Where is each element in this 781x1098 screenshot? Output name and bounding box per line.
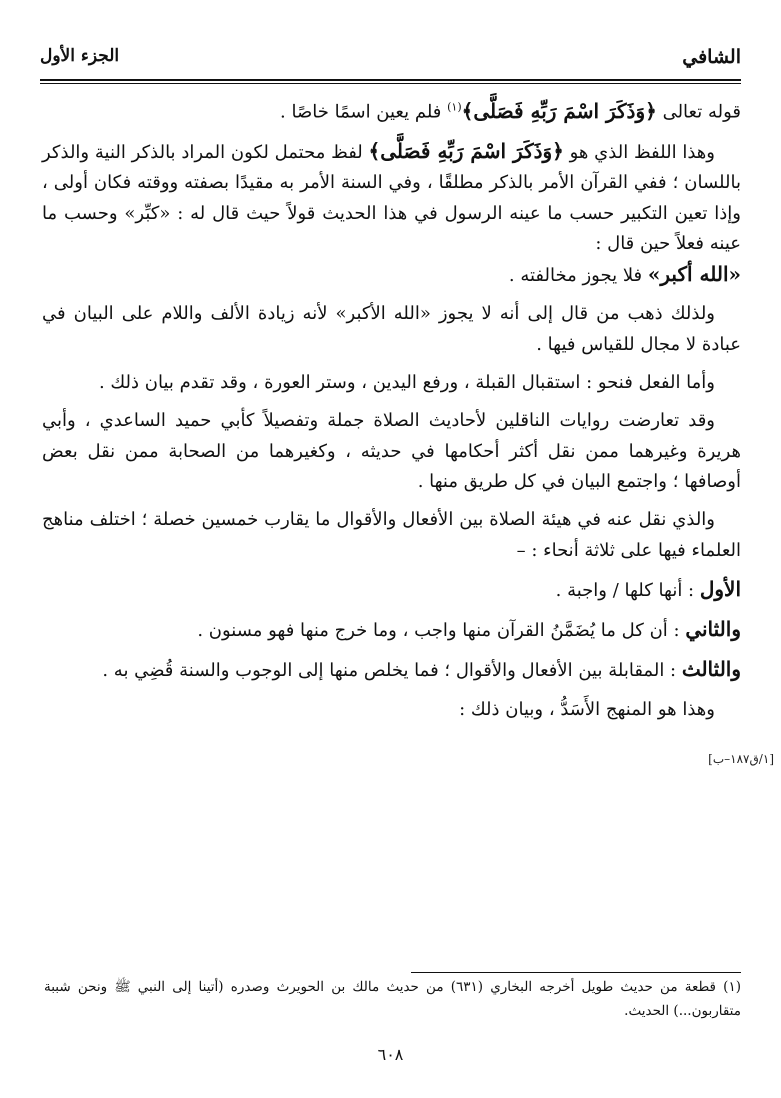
paragraph-8: وهذا هو المنهج الأَسَدُّ ، وبيان ذلك :: [459, 698, 715, 720]
quran-verse: [447, 99, 657, 123]
part-label: الجزء الأول: [40, 46, 120, 66]
book-title: الشافي: [682, 46, 741, 68]
quran-verse-2: ﴿وَذَكَرَ اسْمَ رَبِّهِ فَصَلَّى﴾: [368, 138, 564, 163]
list-item-2-text: : أن كل ما يُضَمَّنُ القرآن منها واجب ، وما خرج منها فهو مسنون .: [197, 620, 686, 642]
takbir-phrase: «الله أكبر»: [647, 262, 741, 287]
list-item-1-text: : أنها كلها / واجبة .: [555, 579, 700, 601]
paragraph-2-rest: لفظ محتمل لكون المراد بالذكر النية والذكر باللسان ؛ ففي القرآن الأمر بالذكر مطلقًا ، وفي السنة الأمر به مقيدًا بصفته ووقته فكان أولى ، وإذا تعين التكبير حسب ما عينه الرسول في هذا الحديث قولاً حيث قال له : «كبِّر» وحسب ما عينه فعلاً حين قال :: [42, 141, 741, 254]
paragraph-3: [42, 259, 741, 291]
list-item-2-label: والثاني: [685, 617, 741, 642]
manuscript-folio-note: [١/ق١٨٧–ب]: [708, 752, 774, 766]
paragraph-1-intro: قوله تعالى: [656, 101, 741, 123]
list-item-3: [42, 654, 741, 686]
list-item-1-label: الأول: [699, 576, 741, 601]
main-text: [42, 92, 741, 725]
header-divider: [40, 79, 741, 84]
running-header: [40, 38, 741, 78]
footnote-ref: (١): [447, 100, 462, 113]
footnote: (١) قطعة من حديث طويل أخرجه البخاري (٦٣١) من حديث مالك بن الحويرث وصدره (أتينا إلى النبي ﷺ ونحن شببة متقاربون...) الحديث.: [44, 979, 741, 1019]
paragraph-5: وأما الفعل فنحو : استقبال القبلة ، ورفع اليدين ، وستر العورة ، وقد تقدم بيان ذلك .: [98, 372, 715, 394]
paragraph-1: [42, 92, 741, 128]
footnote-divider: [411, 972, 741, 973]
list-item-3-text: : المقابلة بين الأفعال والأقوال ؛ فما يخلص منها إلى الوجوب والسنة قُضِي به .: [102, 660, 682, 682]
paragraph-7: والذي نقل عنه في هيئة الصلاة بين الأفعال والأقوال ما يقارب خمسين خصلة ؛ اختلف مناهج العلماء فيها على ثلاثة أنحاء : –: [42, 509, 741, 561]
paragraph-1-rest: فلم يعين اسمًا خاصًا .: [280, 101, 448, 123]
paragraph-3-rest: فلا يجوز مخالفته .: [508, 265, 648, 287]
list-item-3-label: والثالث: [681, 657, 741, 682]
paragraph-2-intro: وهذا اللفظ الذي هو: [563, 141, 715, 163]
page-number: ٦٠٨: [377, 1045, 404, 1064]
paragraph-2: [42, 136, 741, 259]
paragraph-4: ولذلك ذهب من قال إلى أنه لا يجوز «الله الأكبر» لأنه زيادة الألف واللام على البيان في عبادة لا مجال للقياس فيها .: [42, 303, 741, 355]
quran-verse-text: ﴿وَذَكَرَ اسْمَ رَبِّهِ فَصَلَّى﴾: [461, 98, 657, 123]
list-item-1: [42, 574, 741, 606]
paragraph-6: وقد تعارضت روايات الناقلين لأحاديث الصلاة جملة وتفصيلاً كأبي حميد الساعدي ، وأبي هريرة وغيرهما ممن نقل أكثر أحكامها في حديثه ، وكغيرهما من الصحابة ممن نقل بعض أوصافها ؛ واجتمع البيان في كل طريق منها .: [42, 410, 741, 492]
list-item-2: [42, 614, 741, 646]
